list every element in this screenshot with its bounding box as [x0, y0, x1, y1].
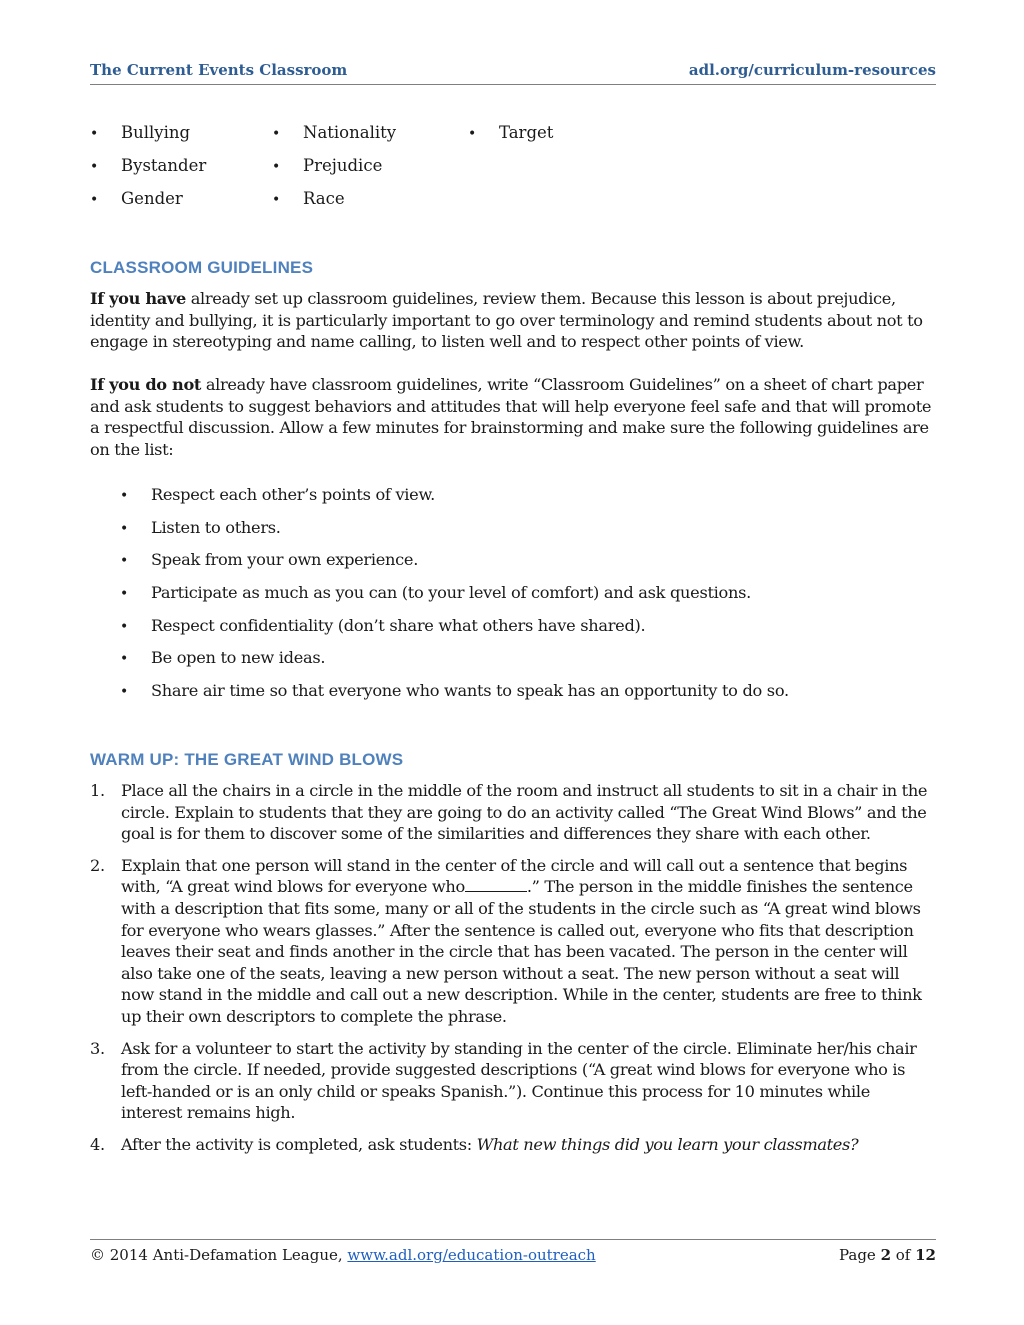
- page-current: 2: [880, 1246, 891, 1264]
- page-header: [90, 58, 936, 85]
- paragraph-text: already have classroom guidelines, write “Classroom Guidelines” on a sheet of chart paper and ask students to suggest behaviors and attitudes that will help everyone feel safe and that will promote a respectful discussion. Allow a few minutes for brainstorming and make sure the following guidelines are on the list:: [90, 375, 932, 459]
- step-number: 4.: [90, 1134, 105, 1154]
- page-label: Page: [838, 1246, 881, 1264]
- bullet-icon: •: [90, 159, 99, 175]
- vocab-term: Bullying: [121, 123, 191, 142]
- discussion-question: What new things did you learn your classmates?: [476, 1134, 859, 1154]
- vocab-item: [272, 121, 396, 154]
- step-text: Ask for a volunteer to start the activity by standing in the center of the circle. Eliminate her/his chair from the circle. If needed, provide suggested descriptions (“A great wind blows for everyone who is left-handed or is an only child or speaks Spanish.”). Continue this process for 10 minutes while interest remains high.: [121, 1038, 917, 1123]
- list-item: [120, 614, 920, 647]
- list-item-text: Respect confidentiality (don’t share what others have shared).: [151, 615, 646, 635]
- step-item: [90, 1134, 932, 1156]
- vocab-item: [90, 187, 206, 220]
- header-title: The Current Events Classroom: [90, 61, 348, 79]
- fill-in-blank: [465, 877, 527, 892]
- step-item: [90, 1038, 932, 1124]
- bullet-icon: •: [120, 520, 128, 537]
- bullet-icon: •: [120, 586, 128, 603]
- guidelines-list: [120, 483, 920, 712]
- list-item-text: Be open to new ideas.: [151, 648, 326, 668]
- list-item: [120, 679, 920, 712]
- vocab-column-1: [90, 121, 206, 220]
- bullet-icon: •: [272, 192, 281, 208]
- list-item: [120, 548, 920, 581]
- warmup-steps: [90, 780, 932, 1166]
- page-of: of: [891, 1246, 916, 1264]
- warmup-heading: WARM UP: THE GREAT WIND BLOWS: [90, 750, 404, 769]
- step-text-continued: .” The person in the middle finishes the sentence with a description that fits some, many or all of the students in the circle such as “A great wind blows for everyone who wears glasses.” After the sentence is called out, everyone who fits that description leaves their seat and finds another in the circle that has been vacated. The person in the center will also take one of the seats, leaving a new person without a seat. The new person without a seat will now stand in the middle and call out a new description. While in the center, students are free to think up their own descriptors to complete the phrase.: [121, 877, 922, 1026]
- bullet-icon: •: [120, 488, 128, 504]
- bullet-icon: •: [272, 126, 281, 142]
- bullet-icon: •: [468, 126, 477, 142]
- page-footer: [90, 1239, 936, 1270]
- vocab-item: [90, 121, 206, 154]
- list-item: [120, 483, 920, 516]
- step-item: [90, 780, 932, 845]
- step-number: 1.: [90, 781, 105, 800]
- copyright-text: © 2014 Anti-Defamation League,: [90, 1246, 348, 1264]
- list-item-text: Listen to others.: [151, 517, 281, 537]
- bullet-icon: •: [120, 618, 128, 635]
- bullet-icon: •: [120, 651, 128, 668]
- vocab-item: [272, 154, 396, 187]
- guidelines-paragraph-1: [90, 288, 932, 353]
- step-text: After the activity is completed, ask students:: [121, 1134, 477, 1154]
- step-item: [90, 855, 932, 1028]
- vocab-item: [468, 121, 553, 154]
- vocab-term: Bystander: [121, 156, 207, 175]
- vocab-term: Prejudice: [303, 156, 383, 175]
- list-item-text: Respect each other’s points of view.: [151, 485, 435, 504]
- vocab-column-3: [468, 121, 553, 154]
- bullet-icon: •: [90, 192, 99, 208]
- page-total: 12: [915, 1246, 936, 1264]
- emphasis: If you do not: [90, 375, 202, 394]
- vocab-term: Target: [499, 123, 554, 142]
- guidelines-paragraph-2: [90, 374, 932, 460]
- list-item: [120, 516, 920, 549]
- guidelines-heading: CLASSROOM GUIDELINES: [90, 258, 314, 277]
- list-item-text: Share air time so that everyone who wants to speak has an opportunity to do so.: [151, 681, 789, 701]
- bullet-icon: •: [90, 126, 99, 142]
- footer-copyright: [90, 1246, 596, 1264]
- vocab-term: Race: [303, 189, 345, 208]
- bullet-icon: •: [120, 553, 128, 570]
- footer-link[interactable]: www.adl.org/education-outreach: [347, 1246, 596, 1264]
- list-item-text: Speak from your own experience.: [151, 550, 419, 570]
- bullet-icon: •: [120, 684, 128, 701]
- step-number: 3.: [90, 1038, 105, 1058]
- header-url: adl.org/curriculum-resources: [688, 61, 936, 79]
- page-number: [839, 1246, 936, 1264]
- paragraph-text: already set up classroom guidelines, review them. Because this lesson is about prejudice, identity and bullying, it is particularly important to go over terminology and remind students about not to engage in stereotyping and name calling, to listen well and to respect other points of view.: [90, 289, 923, 352]
- list-item-text: Participate as much as you can (to your level of comfort) and ask questions.: [151, 583, 751, 603]
- vocab-item: [90, 154, 206, 187]
- bullet-icon: •: [272, 159, 281, 175]
- list-item: [120, 646, 920, 679]
- step-text: Explain that one person will stand in the center of the circle and will call out a sentence that begins with, “A great wind blows for everyone who: [121, 855, 908, 897]
- emphasis: If you have: [90, 289, 186, 308]
- vocab-term: Gender: [121, 189, 183, 208]
- step-number: 2.: [90, 855, 105, 875]
- vocab-item: [272, 187, 396, 220]
- vocab-column-2: [272, 121, 396, 220]
- vocab-term: Nationality: [303, 123, 397, 142]
- list-item: [120, 581, 920, 614]
- step-text: Place all the chairs in a circle in the middle of the room and instruct all students to sit in a chair in the circle. Explain to students that they are going to do an activity called “The Great Wind Blows” and the goal is for them to discover some of the similarities and differences they share with each other.: [121, 781, 928, 844]
